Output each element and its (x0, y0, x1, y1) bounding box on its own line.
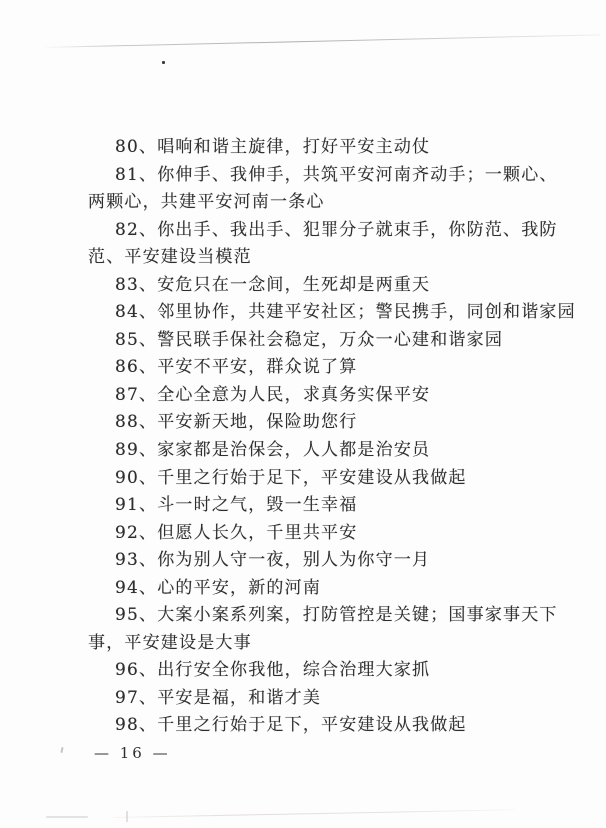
slogan-item-81: 81、你伸手、我伸手，共筑平安河南齐动手；一颗心、 (115, 164, 558, 185)
slogan-item-80: 80、唱响和谐主旋律，打好平安主动仗 (115, 137, 431, 157)
page-number: — 16 — (94, 744, 171, 762)
slogan-item-88: 88、平安新天地，保险助您行 (115, 412, 358, 433)
slogan-item-93: 93、你为别人守一夜，别人为你守一月 (115, 550, 431, 571)
slogan-item-92: 92、但愿人长久，千里共平安 (115, 522, 358, 543)
slogan-item-91: 91、斗一时之气，毁一生幸福 (115, 495, 358, 516)
slogan-item-94: 94、心的平安，新的河南 (115, 577, 322, 598)
slogan-item-89: 89、家家都是治保会，人人都是治安员 (115, 440, 431, 461)
slogan-item-97: 97、平安是福，和谐才美 (115, 687, 322, 708)
scan-mark-footer-left (60, 747, 63, 753)
slogan-item-95-cont: 事，平安建设是大事 (88, 632, 252, 653)
slogan-item-81-cont: 两颗心，共建平安河南一条心 (88, 192, 325, 213)
slogan-item-87: 87、全心全意为人民，求真务实保平安 (115, 384, 431, 405)
slogan-item-95: 95、大案小案系列案，打防管控是关键；国事家事天下 (115, 605, 558, 626)
slogan-item-96: 96、出行安全你我他，综合治理大家抓 (115, 660, 431, 681)
slogan-item-84: 84、邻里协作，共建平安社区；警民携手，同创和谐家园 (115, 302, 576, 323)
slogan-list (88, 134, 576, 740)
slogan-item-85: 85、警民联手保社会稳定，万众一心建和谐家园 (115, 329, 504, 350)
slogan-item-98: 98、千里之行始于足下，平安建设从我做起 (115, 715, 467, 736)
slogan-item-82-cont: 范、平安建设当模范 (88, 247, 252, 268)
scan-smudge-bottom-left (46, 816, 88, 818)
scan-streak-top (42, 34, 600, 48)
slogan-item-82: 82、你出手、我出手、犯罪分子就束手，你防范、我防 (115, 219, 558, 240)
ink-speck (162, 61, 165, 64)
scan-streak-bottom (113, 809, 515, 818)
slogan-item-83: 83、安危只在一念间，生死却是两重天 (115, 274, 431, 295)
slogan-item-86: 86、平安不平安，群众说了算 (115, 357, 358, 378)
slogan-item-90: 90、千里之行始于足下，平安建设从我做起 (115, 467, 467, 488)
